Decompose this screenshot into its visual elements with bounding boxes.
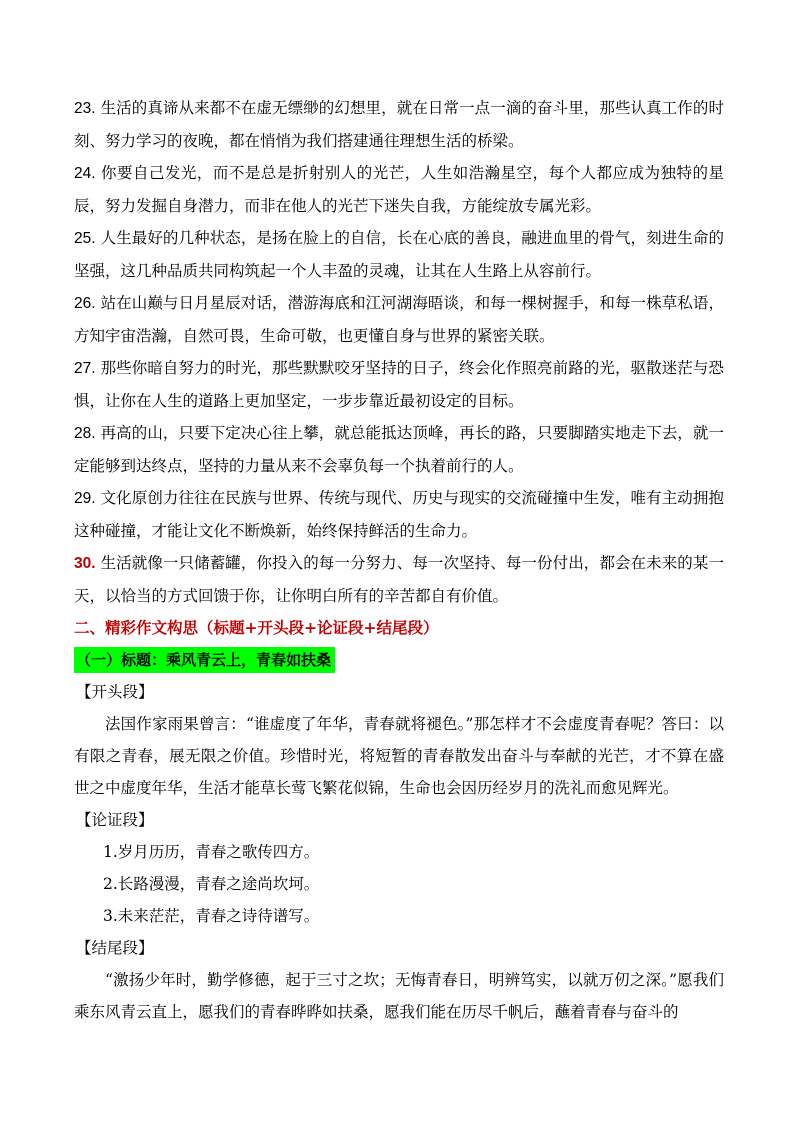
opening-heading: 【开头段】 [76,683,154,701]
quote-number: 23. [74,100,96,117]
argument-point: 3.未来茫茫，青春之诗待谱写。 [103,907,320,925]
argument-point: 1.岁月历历，青春之歌传四方。 [103,843,320,861]
essay-title-highlight: （一）标题：乘风青云上，青春如扶桑 [74,647,335,673]
section-title: 二、精彩作文构思（标题+开头段+论证段+结尾段） [74,618,439,637]
quote-number: 27. [74,360,96,377]
quote-item [74,482,724,547]
quote-number: 26. [74,295,96,312]
ending-heading: 【结尾段】 [76,939,154,957]
quote-text: 站在山巅与日月星辰对话，潜游海底和江河湖海晤谈，和每一棵树握手，和每一株草私语，方知宇宙浩瀚，自然可畏，生命可敬，也更懂自身与世界的紧密关联。 [74,294,724,345]
quote-text: 那些你暗自努力的时光，那些默默咬牙坚持的日子，终会化作照亮前路的光，驱散迷茫与恐惧，让你在人生的道路上更加坚定，一步步靠近最初设定的目标。 [74,359,724,410]
argument-heading: 【论证段】 [76,811,154,829]
argument-point: 2.长路漫漫，青春之途尚坎坷。 [103,875,320,893]
ending-paragraph: “激扬少年时，勤学修德，起于三寸之坎；无悔青春日，明辨笃实，以就万仞之深。”愿我们乘东风青云直上，愿我们的青春晔晔如扶桑，愿我们能在历尽千帆后，蘸着青春与奋斗的 [74,971,724,1021]
opening-paragraph: 法国作家雨果曾言：“谁虚度了年华，青春就将褪色。”那怎样才不会虚度青春呢？答曰：以有限之青春，展无限之价值。珍惜时光，将短暂的青春散发出奋斗与奉献的光芒，才不算在盛世之中虚度年华，生活才能草长莺飞繁花似锦，生命也会因历经岁月的洗礼而愈见辉光。 [74,715,724,797]
quote-item [74,157,724,222]
quote-list [74,92,724,612]
quote-number-highlighted: 30. [74,555,96,572]
quote-text: 生活就像一只储蓄罐，你投入的每一分努力、每一次坚持、每一份付出，都会在未来的某一天，以恰当的方式回馈于你，让你明白所有的辛苦都自有价值。 [74,554,724,605]
quote-item [74,547,724,612]
quote-text: 生活的真谛从来都不在虚无缥缈的幻想里，就在日常一点一滴的奋斗里，那些认真工作的时刻、努力学习的夜晚，都在悄悄为我们搭建通往理想生活的桥梁。 [74,99,724,150]
quote-item [74,287,724,352]
quote-text: 文化原创力往往在民族与世界、传统与现代、历史与现实的交流碰撞中生发，唯有主动拥抱这种碰撞，才能让文化不断焕新，始终保持鲜活的生命力。 [74,489,724,540]
quote-text: 再高的山，只要下定决心往上攀，就总能抵达顶峰，再长的路，只要脚踏实地走下去，就一定能够到达终点，坚持的力量从来不会辜负每一个执着前行的人。 [74,424,724,475]
quote-item [74,222,724,287]
quote-item [74,417,724,482]
quote-number: 25. [74,230,96,247]
quote-number: 29. [74,490,96,507]
subtitle-row [74,644,724,676]
quote-item [74,92,724,157]
quote-number: 24. [74,165,96,182]
quote-item [74,352,724,417]
quote-number: 28. [74,425,96,442]
document-page [74,92,724,1028]
quote-text: 人生最好的几种状态，是扬在脸上的自信，长在心底的善良，融进血里的骨气，刻进生命的坚强，这几种品质共同构筑起一个人丰盈的灵魂，让其在人生路上从容前行。 [74,229,724,280]
quote-text: 你要自己发光，而不是总是折射别人的光芒，人生如浩瀚星空，每个人都应成为独特的星辰，努力发掘自身潜力，而非在他人的光芒下迷失自我，方能绽放专属光彩。 [74,164,724,215]
